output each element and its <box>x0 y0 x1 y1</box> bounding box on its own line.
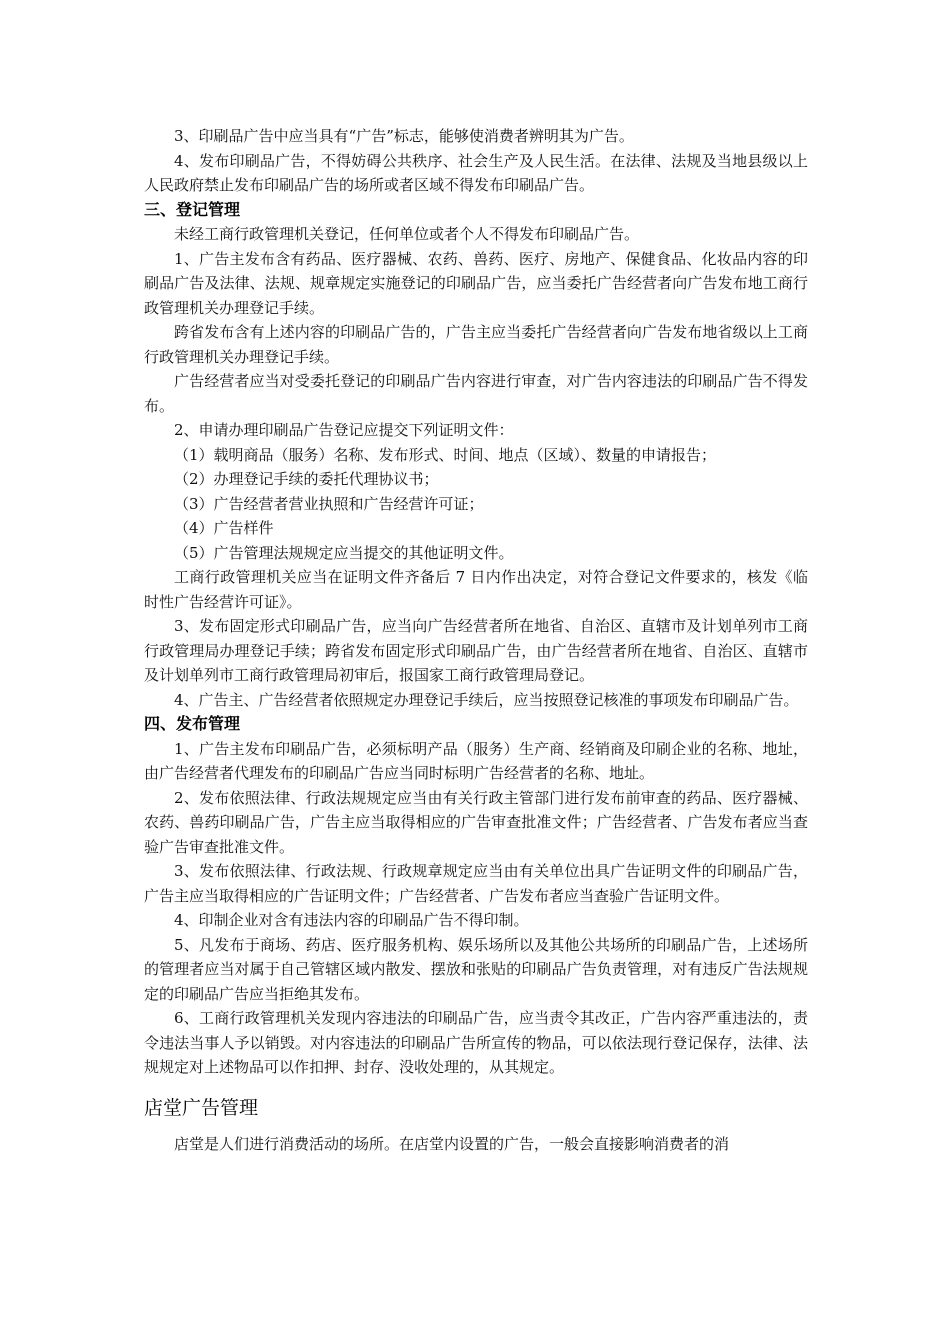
list-item: （4）广告样件 <box>174 519 274 537</box>
section-title-store-advertising: 店堂广告管理 <box>144 1096 259 1119</box>
paragraph: 3、印刷品广告中应当具有“广告”标志，能够使消费者辨明其为广告。 <box>174 127 634 145</box>
paragraph: 2、发布依照法律、行政法规规定应当由有关行政主管部门进行发布前审查的药品、医疗器械、农药、兽药印刷品广告，广告主应当取得相应的广告审查批准文件；广告经营者、广告发布者应当查验广告审查批准文件。 <box>144 788 808 856</box>
paragraph: 工商行政管理机关应当在证明文件齐备后 7 日内作出决定，对符合登记文件要求的，核发《临时性广告经营许可证》。 <box>144 568 808 611</box>
paragraph: 1、广告主发布含有药品、医疗器械、农药、兽药、医疗、房地产、保健食品、化妆品内容的印刷品广告及法律、法规、规章规定实施登记的印刷品广告，应当委托广告经营者向广告发布地工商行政管理机关办理登记手续。 <box>144 249 808 317</box>
paragraph: 4、发布印刷品广告，不得妨碍公共秩序、社会生产及人民生活。在法律、法规及当地县级以上人民政府禁止发布印刷品广告的场所或者区域不得发布印刷品广告。 <box>144 151 808 194</box>
paragraph: 店堂是人们进行消费活动的场所。在店堂内设置的广告，一般会直接影响消费者的消 <box>174 1134 730 1153</box>
paragraph: 5、凡发布于商场、药店、医疗服务机构、娱乐场所以及其他公共场所的印刷品广告，上述场所的管理者应当对属于自己管辖区域内散发、摆放和张贴的印刷品广告负责管理，对有违反广告法规规定的印刷品广告应当拒绝其发布。 <box>144 935 808 1003</box>
paragraph: 广告经营者应当对受委托登记的印刷品广告内容进行审查，对广告内容违法的印刷品广告不得发布。 <box>144 372 808 415</box>
paragraph: 3、发布依照法律、行政法规、行政规章规定应当由有关单位出具广告证明文件的印刷品广告，广告主应当取得相应的广告证明文件；广告经营者、广告发布者应当查验广告证明文件。 <box>144 862 808 905</box>
list-item: （1）载明商品（服务）名称、发布形式、时间、地点（区域）、数量的申请报告； <box>174 445 717 464</box>
heading-registration-management: 三、登记管理 <box>144 199 241 219</box>
paragraph: 6、工商行政管理机关发现内容违法的印刷品广告，应当责令其改正，广告内容严重违法的，责令违法当事人予以销毁。对内容违法的印刷品广告所宣传的物品，可以依法现行登记保存，法律、法规规定对上述物品可以作扣押、封存、没收处理的，从其规定。 <box>144 1009 808 1076</box>
document-body <box>144 124 808 1156</box>
list-item: （5）广告管理法规规定应当提交的其他证明文件。 <box>174 543 514 562</box>
paragraph: 未经工商行政管理机关登记，任何单位或者个人不得发布印刷品广告。 <box>174 225 640 243</box>
heading-publishing-management: 四、发布管理 <box>144 714 241 733</box>
paragraph: 4、印制企业对含有违法内容的印刷品广告不得印制。 <box>174 911 529 929</box>
paragraph: 2、申请办理印刷品广告登记应提交下列证明文件： <box>174 421 514 439</box>
paragraph: 4、广告主、广告经营者依照规定办理登记手续后，应当按照登记核准的事项发布印刷品广告。 <box>174 690 799 709</box>
list-item: （3）广告经营者营业执照和广告经营许可证； <box>174 494 484 513</box>
list-item: （2）办理登记手续的委托代理协议书； <box>174 470 439 488</box>
paragraph: 跨省发布含有上述内容的印刷品广告的，广告主应当委托广告经营者向广告发布地省级以上工商行政管理机关办理登记手续。 <box>144 323 808 366</box>
paragraph: 3、发布固定形式印刷品广告，应当向广告经营者所在地省、自治区、直辖市及计划单列市工商行政管理局办理登记手续；跨省发布固定形式印刷品广告，由广告经营者所在地省、自治区、直辖市及计划单列市工商行政管理局初审后，报国家工商行政管理局登记。 <box>144 617 808 684</box>
paragraph: 1、广告主发布印刷品广告，必须标明产品（服务）生产商、经销商及印刷企业的名称、地址，由广告经营者代理发布的印刷品广告应当同时标明广告经营者的名称、地址。 <box>144 739 808 782</box>
